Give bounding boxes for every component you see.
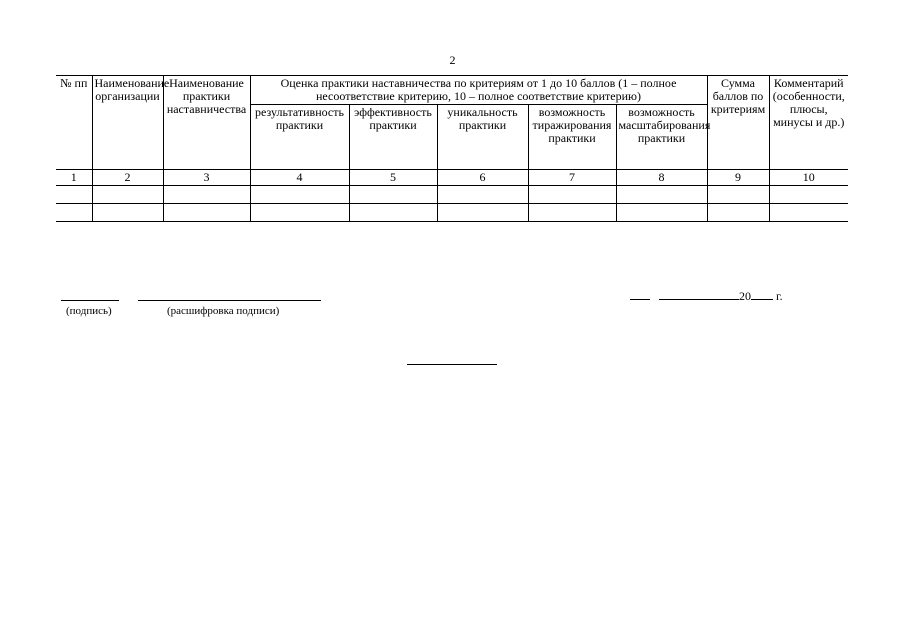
column-number: 9: [707, 170, 769, 186]
date-month-blank: [659, 289, 739, 300]
table-cell: [349, 186, 437, 204]
column-number: 1: [56, 170, 92, 186]
table-cell: [528, 204, 616, 222]
signature-decode-line: [138, 300, 321, 301]
table-cell: [163, 186, 250, 204]
column-number: 2: [92, 170, 163, 186]
table-row: [56, 186, 848, 204]
table-cell: [163, 204, 250, 222]
table-cell: [616, 204, 707, 222]
table-cell: [769, 204, 848, 222]
signature-label: (подпись): [66, 305, 112, 317]
header-sum: Сумма баллов по критериям: [707, 76, 769, 170]
column-number: 8: [616, 170, 707, 186]
table-cell: [769, 186, 848, 204]
column-number: 5: [349, 170, 437, 186]
column-number: 7: [528, 170, 616, 186]
table-cell: [707, 186, 769, 204]
column-number: 10: [769, 170, 848, 186]
header-evaluation: Оценка практики наставничества по критериям от 1 до 10 баллов (1 – полное несоответствие критерию, 10 – полное соответствие критерию): [250, 76, 707, 105]
table-row: [56, 204, 848, 222]
table-cell: [92, 204, 163, 222]
date-year-blank: [751, 289, 773, 300]
table-cell: [707, 204, 769, 222]
column-number: 6: [437, 170, 528, 186]
page-number: 2: [449, 53, 456, 67]
signature-line: [61, 300, 119, 301]
evaluation-table: [56, 75, 848, 222]
table-cell: [56, 186, 92, 204]
signature-decode-label: (расшифровка подписи): [167, 305, 280, 317]
header-num: № пп: [56, 76, 92, 170]
header-criterion-effectiveness: результативность практики: [250, 105, 349, 170]
document-end-rule: [407, 364, 497, 365]
table-cell: [250, 186, 349, 204]
date-field: [630, 289, 783, 303]
table-cell: [250, 204, 349, 222]
column-number: 3: [163, 170, 250, 186]
date-year-suffix: г.: [776, 289, 783, 303]
table-cell: [437, 204, 528, 222]
header-comment: Комментарий (особенности, плюсы, минусы и др.): [769, 76, 848, 170]
table-cell: [56, 204, 92, 222]
header-criterion-replication: возможность тиражирования практики: [528, 105, 616, 170]
header-criterion-efficiency: эффективность практики: [349, 105, 437, 170]
column-numbers-row: [56, 170, 848, 186]
table-cell: [92, 186, 163, 204]
header-organization: Наименование организации: [92, 76, 163, 170]
header-practice-name: Наименование практики наставничества: [163, 76, 250, 170]
date-year-prefix: 20: [739, 289, 751, 303]
header-row-1: [56, 76, 848, 105]
date-day-blank: [630, 289, 650, 300]
table-cell: [349, 204, 437, 222]
header-criterion-uniqueness: уникальность практики: [437, 105, 528, 170]
column-number: 4: [250, 170, 349, 186]
header-criterion-scaling: возможность масштабирования практики: [616, 105, 707, 170]
table-cell: [437, 186, 528, 204]
table-cell: [616, 186, 707, 204]
table-cell: [528, 186, 616, 204]
